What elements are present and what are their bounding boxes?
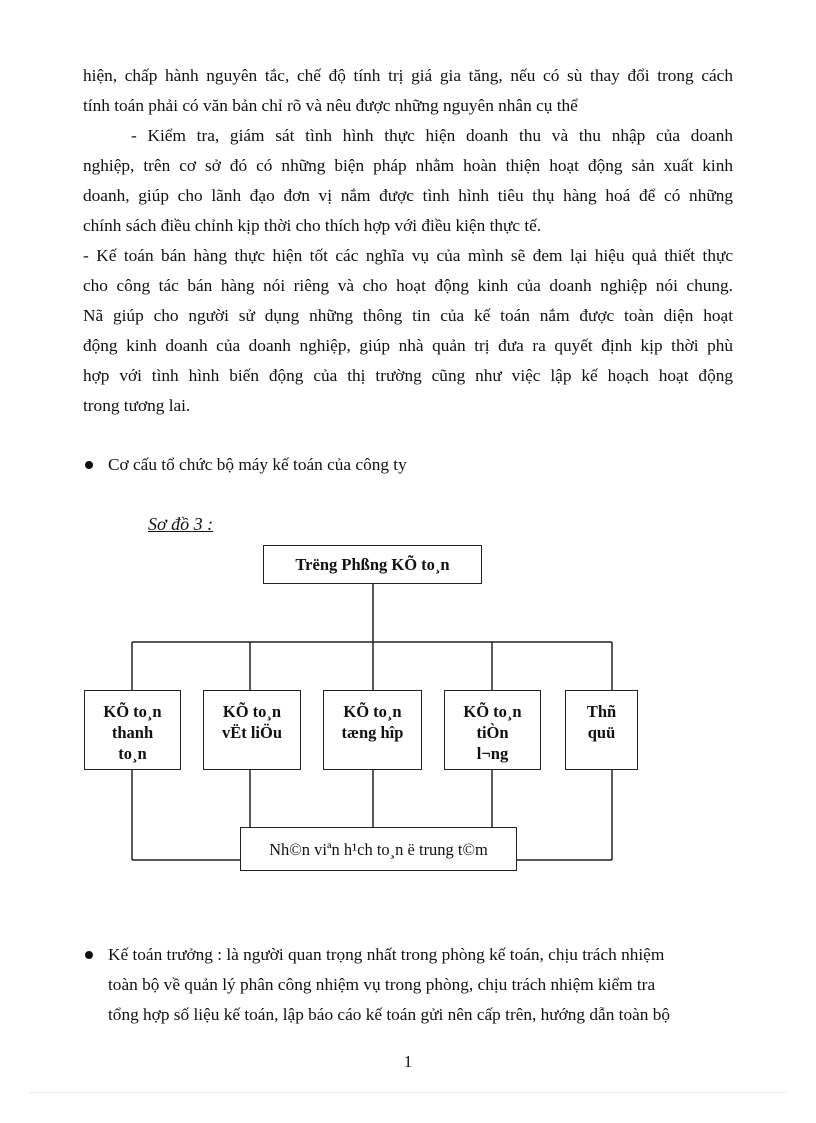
unit-box-line: quü	[587, 723, 616, 742]
text-line: nghiệp, trên cơ sở đó có những biện pháp nhằm hoàn thiện hoạt động sản xuất kinh	[83, 156, 733, 175]
unit-box-line: tiÒn	[476, 723, 509, 742]
bottom-box	[240, 827, 517, 871]
unit-box-materials	[203, 690, 301, 770]
text-line: trong tương lai.	[83, 396, 191, 415]
unit-box-line: KÕ to¸n	[463, 702, 522, 721]
unit-box-line: tæng hîp	[341, 723, 404, 742]
text-line: tính toán phải có văn bản chỉ rõ và nêu được những nguyên nhân cụ thể	[83, 96, 578, 115]
unit-box-line: KÕ to¸n	[222, 702, 282, 721]
unit-box-line: l¬ng	[476, 744, 509, 763]
text-line: hợp với tình hình biến động của thị trường cũng như việc lập kế hoạch hoạt động	[83, 366, 733, 385]
bullet-icon	[85, 951, 93, 959]
text-line: hiện, chấp hành nguyên tắc, chế độ tính trị giá gia tăng, nếu có sù thay đổi trong cách	[83, 66, 733, 85]
head-box-label: Trëng Phßng KÕ to¸n	[295, 555, 450, 574]
diagram-caption: Sơ đồ 3 :	[148, 514, 214, 534]
page-number: 1	[403, 1052, 413, 1071]
unit-box-line: KÕ to¸n	[343, 702, 402, 721]
text-line: cho công tác bán hàng nói riêng và cho hoạt động kinh của doanh nghiệp nói chung.	[83, 276, 733, 295]
bullet-text: tổng hợp số liệu kế toán, lập báo cáo kế toán gửi nên cấp trên, hướng dẫn toàn bộ	[108, 1005, 671, 1024]
text-line: - Kiểm tra, giám sát tình hình thực hiện doanh thu và thu nhập của doanh	[131, 126, 733, 145]
unit-box-payment	[84, 690, 181, 770]
unit-box-treasurer	[565, 690, 638, 770]
unit-box-line: KÕ to¸n	[103, 702, 162, 721]
text-line: Nã giúp cho người sử dụng những thông tin của kế toán nắm được toàn diện hoạt	[83, 306, 733, 325]
bullet-text: Kế toán trưởng : là người quan trọng nhất trong phòng kế toán, chịu trách nhiệm	[108, 945, 665, 964]
head-box	[263, 545, 482, 584]
page-bottom-divider	[30, 1092, 786, 1093]
text-line: doanh, giúp cho lãnh đạo đơn vị nắm được tình hình tiêu thụ hàng hoá để có những	[83, 186, 733, 205]
text-line: động kinh doanh của doanh nghiệp, giúp nhà quản trị đưa ra quyết định kịp thời phù	[83, 336, 733, 355]
text-line: - Kế toán bán hàng thực hiện tốt các nghĩa vụ của mình sẽ đem lại hiệu quả thiết thực	[83, 246, 733, 265]
unit-box-line: vËt liÖu	[221, 723, 283, 742]
bullet-text: Cơ cấu tổ chức bộ máy kế toán của công ty	[108, 455, 407, 474]
bullet-text: toàn bộ về quản lý phân công nhiệm vụ trong phòng, chịu trách nhiệm kiểm tra	[108, 975, 656, 994]
text-line: chính sách điều chỉnh kịp thời cho thích hợp với điều kiện thực tế.	[83, 216, 542, 235]
bottom-box-label: Nh©n viªn h¹ch to¸n ë trung t©m	[269, 840, 488, 859]
unit-box-line: thanh	[111, 723, 154, 742]
unit-box-line: to¸n	[118, 744, 147, 763]
unit-box-line: Thñ	[586, 702, 617, 721]
unit-box-general	[323, 690, 422, 770]
unit-box-salary	[444, 690, 541, 770]
